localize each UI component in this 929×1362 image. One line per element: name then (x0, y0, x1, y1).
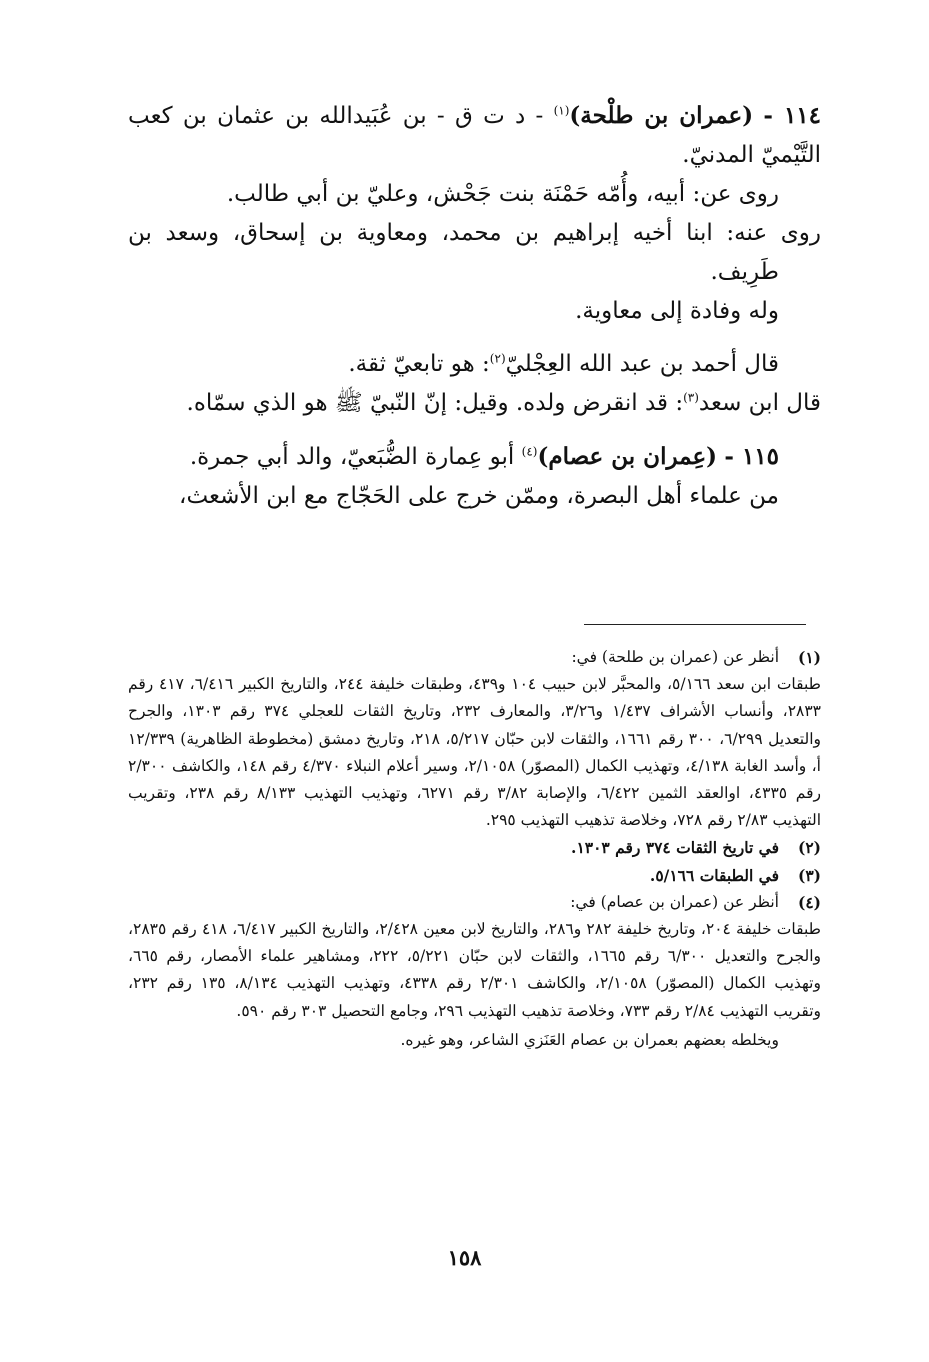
entry-115-description: أبو عِمارة الضُّبَعيّ، والد أبي جمرة. (189, 444, 522, 470)
footnote-3 (128, 862, 821, 889)
footnote-heading: في تاريخ الثقات ٣٧٤ رقم ١٣٠٣. (571, 838, 779, 858)
footnote-2 (128, 834, 821, 861)
footnotes (128, 644, 821, 1054)
entry-115-text: من علماء أهل البصرة، وممّن خرج على الحَجّاج مع ابن الأشعث، (179, 483, 779, 509)
entry-114-name: (عمران بن طلْحة) (569, 102, 754, 129)
footnote-ref-3: (٣) (683, 390, 699, 405)
footnote-remark: ويخلطه بعضهم بعمران بن عصام العَنَزي الشاعر، وهو غيره. (400, 1030, 779, 1049)
entry-114-ijli-quote (128, 345, 821, 384)
page-number: ١٥٨ (447, 1245, 482, 1270)
ijli-quote-lead: قال أحمد بن عبد الله العِجْليّ (505, 351, 779, 377)
footnote-ref-2: (٢) (489, 351, 506, 366)
footnote-1 (128, 644, 821, 671)
footnote-number: (١) (797, 648, 821, 667)
footnote-heading: أنظر عن (عمران بن طلحة) في: (571, 648, 779, 666)
footnote-number: (٢) (797, 838, 821, 858)
ibn-saad-quote-lead: قال ابن سعد (698, 390, 821, 416)
footnote-ref-4: (٤) (521, 444, 538, 459)
footnote-heading: أنظر عن (عمران بن عصام) في: (570, 892, 779, 911)
entry-115-name: (عِمران بن عصام) (537, 443, 718, 470)
footnote-number: (٤) (797, 892, 821, 912)
ijli-quote-text: : هو تابعيّ ثقة. (348, 351, 490, 377)
footnote-ref-1: (١) (553, 103, 570, 118)
entry-115-number: ١١٥ - (724, 443, 779, 470)
footnote-4 (128, 889, 821, 916)
entry-114-ibn-saad-quote (128, 384, 821, 423)
entry-114-narrated-by: روى عنه: ابنا أخيه إبراهيم بن محمد، ومعاوية بن إسحاق، وسعد بن طَرِيف. (128, 220, 821, 285)
footnote-heading: في الطبقات ٥/١٦٦. (649, 865, 779, 885)
entry-114-narrated-from: روى عن: أبيه، وأُمّه حَمْنَة بنت جَحْش، وعليّ بن أبي طالب. (226, 181, 779, 207)
ibn-saad-quote-text: : قد انقرض ولده. وقيل: إنّ النّبيّ ﷺ هو الذي سمّاه. (186, 390, 684, 416)
footnote-number: (٣) (797, 865, 821, 885)
entry-114-delegation: وله وفادة إلى معاوية. (575, 298, 779, 324)
footnote-body: طبقات ابن سعد ٥/١٦٦، والمحبَّر لابن حبيب ١٠٤ و٤٣٩، وطبقات خليفة ٢٤٤، والتاريخ الكبير ٦/٤١٦، ٤١٧ رقم ٢٨٣٣، وأنساب الأشراف ١/٤٣٧ و٣/٢٦، والمعارف ٢٣٢، وتاريخ الثقات للعجلي ٣٧٤ رقم ١٣٠٣، والجرح والتعديل ٦/٢٩٩، ٣٠٠ رقم ١٦٦١، والثقات لابن حبّان ٥/٢١٧، ٢١٨، وتاريخ دمشق (مخطوطة الظاهرية) ١٢/٣٣٩ أ، وأسد الغابة ٤/١٣٨، وتهذيب الكمال (المصوّر) ٢/١٠٥٨، وسير أعلام النبلاء ٤/٣٧٠ رقم ١٤٨، والكاشف ٢/٣٠٠ رقم ٤٣٣٥، اوالعقد الثمين ٦/٤٢٢، والإصابة ٣/٨٢ رقم ٦٢٧١، وتهذيب التهذيب ٨/١٣٣ رقم ٢٣٨، وتقريب التهذيب ٢/٨٣ رقم ٧٢٨، وخلاصة تذهيب التهذيب ٢٩٥. (128, 675, 821, 830)
footnote-body: طبقات خليفة ٢٠٤، وتاريخ خليفة ٢٨٢ و٢٨٦، والتاريخ لابن معين ٢/٤٢٨، والتاريخ الكبير ٦/٤١٧، ٤١٨ رقم ٢٨٣٥، والجرح والتعديل ٦/٣٠٠ رقم ١٦٦٥، والثقات لابن حبّان ٥/٢٢١، ٢٢٢، ومشاهير علماء الأمصار، رقم ٦٦٥، وتهذيب الكمال (المصوّر) ٢/١٠٥٨، والكاشف ٢/٣٠١ رقم ٤٣٣٨، وتهذيب التهذيب ٨/١٣٤، ١٣٥ رقم ٢٣٢، وتقريب التهذيب ٢/٨٤ رقم ٧٣٣، وخلاصة تذهيب التهذيب ٢٩٦، وجامع التحصيل ٣٠٣ رقم ٥٩٠. (128, 920, 822, 1020)
main-text (128, 96, 821, 516)
entry-114-heading (128, 96, 821, 175)
entry-114-lineage: - د ت ق - بن عُبَيدالله بن عثمان بن كعب التَّيْميّ المدنيّ. (128, 103, 821, 168)
entry-114-number: ١١٤ - (763, 102, 821, 129)
footnote-separator (584, 624, 806, 625)
entry-115-heading (128, 437, 821, 477)
